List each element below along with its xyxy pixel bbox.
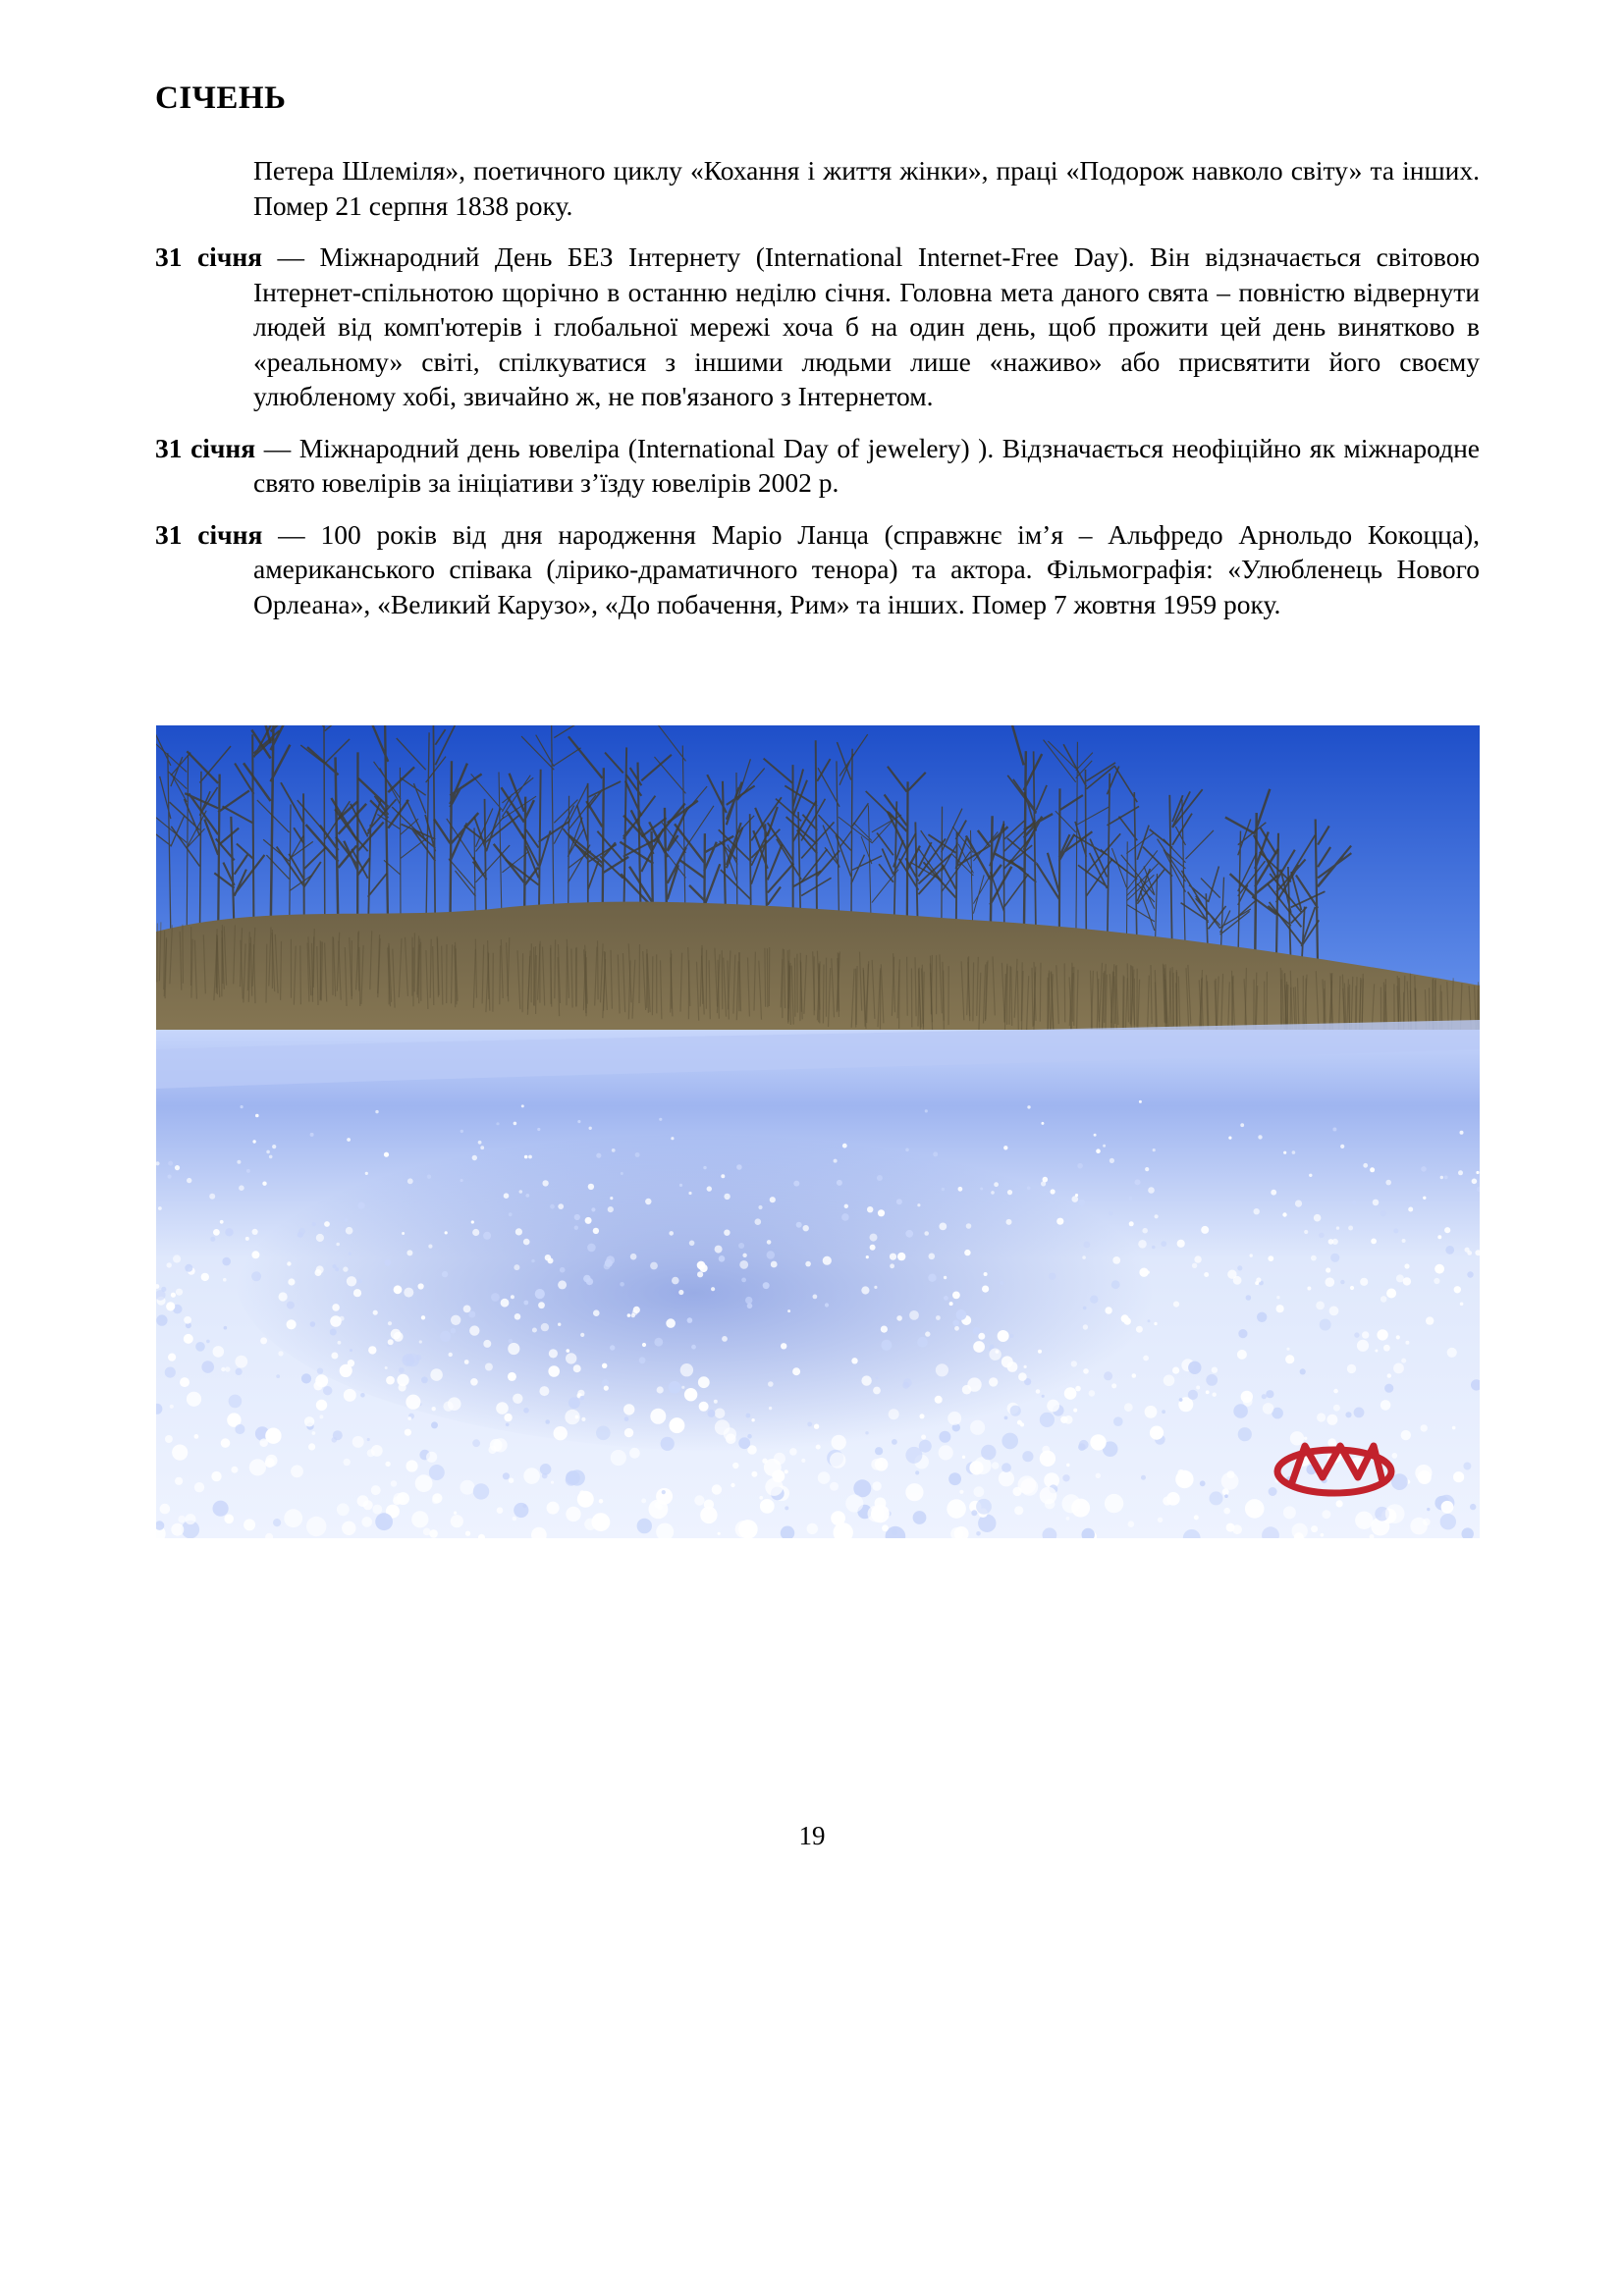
page-number: 19 (798, 1821, 826, 1850)
page-content (155, 153, 1480, 638)
entry-text: — Міжнародний День БЕЗ Інтернету (International Internet-Free Day). Він відзначається світовою Інтернет-спільнотою щорічно в останню неділю січня. Головна мета даного свята – повністю відвернути людей від комп'ютерів і глобальної мережі хоча б на один день, щоб прожити цей день винятково в «реальному» світі, спілкуватися з іншими людьми лише «наживо» або присвятити його своєму улюбленому хобі, звичайно ж, не пов'язаного з Інтернетом. (253, 241, 1481, 411)
entry-date: 31 січня (155, 432, 256, 463)
entry-jeweler-day (155, 431, 1480, 501)
entry-text: Петера Шлеміля», поетичного циклу «Кохання і життя жінки», праці «Подорож навколо світу» та інших. Помер 21 серпня 1838 року. (253, 155, 1480, 221)
entry-internet-free-day (155, 240, 1480, 414)
entry-date: 31 січня (155, 241, 263, 272)
entry-date: 31 січня (155, 518, 263, 550)
entry-text: — 100 років від дня народження Маріо Ланца (справжнє ім’я – Альфредо Арнольдо Кокоцца), американського співака (лірико-драматичного тенора) та актора. Фільмографія: «Улюбленець Нового Орлеана», «Великий Карузо», «До побачення, Рим» та інших. Помер 7 жовтня 1959 року. (253, 518, 1480, 619)
entry-continuation (155, 153, 1480, 223)
entry-text: — Міжнародний день ювеліра (International Day of jewelery) ). Відзначається неофіційно як міжнародне свято ювелірів за ініціативи з’їзду ювелірів 2002 р. (253, 432, 1481, 498)
page-heading: СІЧЕНЬ (155, 80, 287, 116)
entry-mario-lanza (155, 517, 1480, 622)
winter-landscape-photo (156, 725, 1480, 1538)
